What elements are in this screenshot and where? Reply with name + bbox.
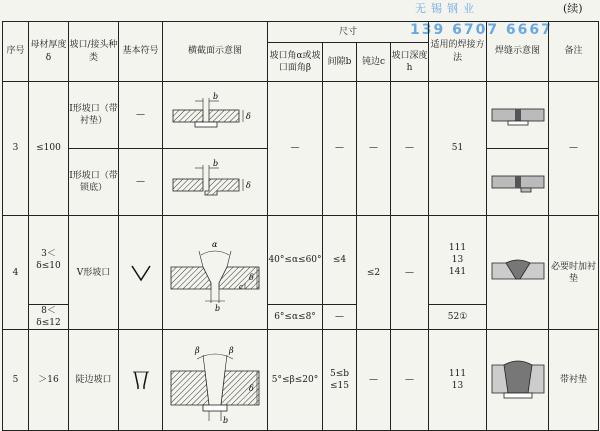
row-depth: — <box>391 82 429 216</box>
row-angle: 6°≤α≤8° <box>268 305 323 330</box>
label-b: b <box>213 159 219 168</box>
i-groove-backing-diagram <box>165 90 265 140</box>
row-symbol <box>119 216 163 330</box>
v-groove-diagram <box>165 233 265 313</box>
row-root: — <box>357 330 391 431</box>
weld-diagram-steep-icon <box>488 345 548 415</box>
row-thickness: ≤100 <box>29 82 69 216</box>
row-groove-type: I形坡口（带衬垫） <box>69 82 119 149</box>
row-groove-type: 陡边坡口 <box>69 330 119 431</box>
continued-label: (续) <box>563 2 583 15</box>
table-row <box>3 82 599 149</box>
row-thickness: ＞16 <box>29 330 69 431</box>
section-diagram-v <box>163 216 268 330</box>
weld-diagram-i-backing <box>488 95 548 135</box>
label-beta: β <box>195 346 200 356</box>
header-weld-diagram: 焊缝示意图 <box>487 22 549 82</box>
label-delta: δ <box>249 272 254 282</box>
row-remarks: 带衬垫 <box>549 330 599 431</box>
header-thickness: 母材厚度δ <box>29 22 69 82</box>
row-remarks: — <box>549 82 599 216</box>
label-alpha: α <box>212 239 218 249</box>
header-groove-depth: 坡口深度h <box>391 43 429 82</box>
steep-groove-symbol-icon <box>130 370 152 390</box>
row-thickness: 3＜δ≤10 <box>29 216 69 305</box>
header-gap: 间隙b <box>323 43 357 82</box>
row-angle: 5°≤β≤20° <box>268 330 323 431</box>
row-thickness: 8＜δ≤12 <box>29 305 69 330</box>
weld-diagram-backing <box>487 82 549 149</box>
watermark-company: 无锡钢业 <box>415 2 479 15</box>
row-gap: — <box>323 305 357 330</box>
row-groove-type: I形坡口（带锁底） <box>69 149 119 216</box>
row-symbol: — <box>119 82 163 149</box>
label-c: c <box>239 282 243 291</box>
steep-groove-diagram <box>165 335 265 425</box>
row-no: 5 <box>3 330 29 431</box>
header-groove-type: 坡口/接头种类 <box>69 22 119 82</box>
weld-diagram-i-lock <box>488 162 548 202</box>
row-gap: ≤4 <box>323 216 357 305</box>
i-groove-lock-diagram <box>165 157 265 207</box>
weld-diagram-lock <box>487 149 549 216</box>
section-diagram-steep <box>163 330 268 431</box>
row-symbol: — <box>119 149 163 216</box>
table-row <box>3 216 599 305</box>
row-gap: 5≤b ≤15 <box>323 330 357 431</box>
watermark-phone: 139 6707 6667 <box>410 22 553 38</box>
label-b: b <box>213 92 219 101</box>
label-b: b <box>215 303 221 313</box>
label-delta: δ <box>246 112 251 121</box>
row-gap: — <box>323 82 357 216</box>
header-row-1 <box>3 22 599 43</box>
row-depth: — <box>391 330 429 431</box>
v-groove-symbol-icon <box>130 264 152 282</box>
table-row <box>3 330 599 431</box>
header-root-face: 钝边c <box>357 43 391 82</box>
row-remarks: 必要时加衬垫 <box>549 216 599 330</box>
label-delta: δ <box>249 384 254 394</box>
label-beta: β <box>229 346 234 356</box>
label-delta: δ <box>246 181 251 190</box>
row-angle: — <box>268 82 323 216</box>
header-symbol: 基本符号 <box>119 22 163 82</box>
header-groove-angle: 坡口角α或坡口面角β <box>268 43 323 82</box>
weld-diagram-v-icon <box>488 243 548 303</box>
section-diagram-backing <box>163 82 268 149</box>
row-symbol <box>119 330 163 431</box>
row-method: 51 <box>429 82 487 216</box>
row-method: 111 13 141 <box>429 216 487 305</box>
header-no: 序号 <box>3 22 29 82</box>
header-remarks: 备注 <box>549 22 599 82</box>
label-b: b <box>223 416 229 426</box>
weld-diagram-steep <box>487 330 549 431</box>
row-depth: — <box>391 216 429 330</box>
header-section-diagram: 横截面示意图 <box>163 22 268 82</box>
row-method: 111 13 <box>429 330 487 431</box>
row-no: 3 <box>3 82 29 216</box>
row-root: ≤2 <box>357 216 391 330</box>
row-no: 4 <box>3 216 29 330</box>
section-diagram-lock <box>163 149 268 216</box>
weld-diagram-v <box>487 216 549 330</box>
row-angle: 40°≤α≤60° <box>268 216 323 305</box>
row-root: — <box>357 82 391 216</box>
row-method: 52① <box>429 305 487 330</box>
row-groove-type: V形坡口 <box>69 216 119 330</box>
header-method: 适用的焊接方法 <box>429 22 487 82</box>
weld-groove-table <box>2 21 599 431</box>
header-dimensions: 尺寸 <box>268 22 429 43</box>
